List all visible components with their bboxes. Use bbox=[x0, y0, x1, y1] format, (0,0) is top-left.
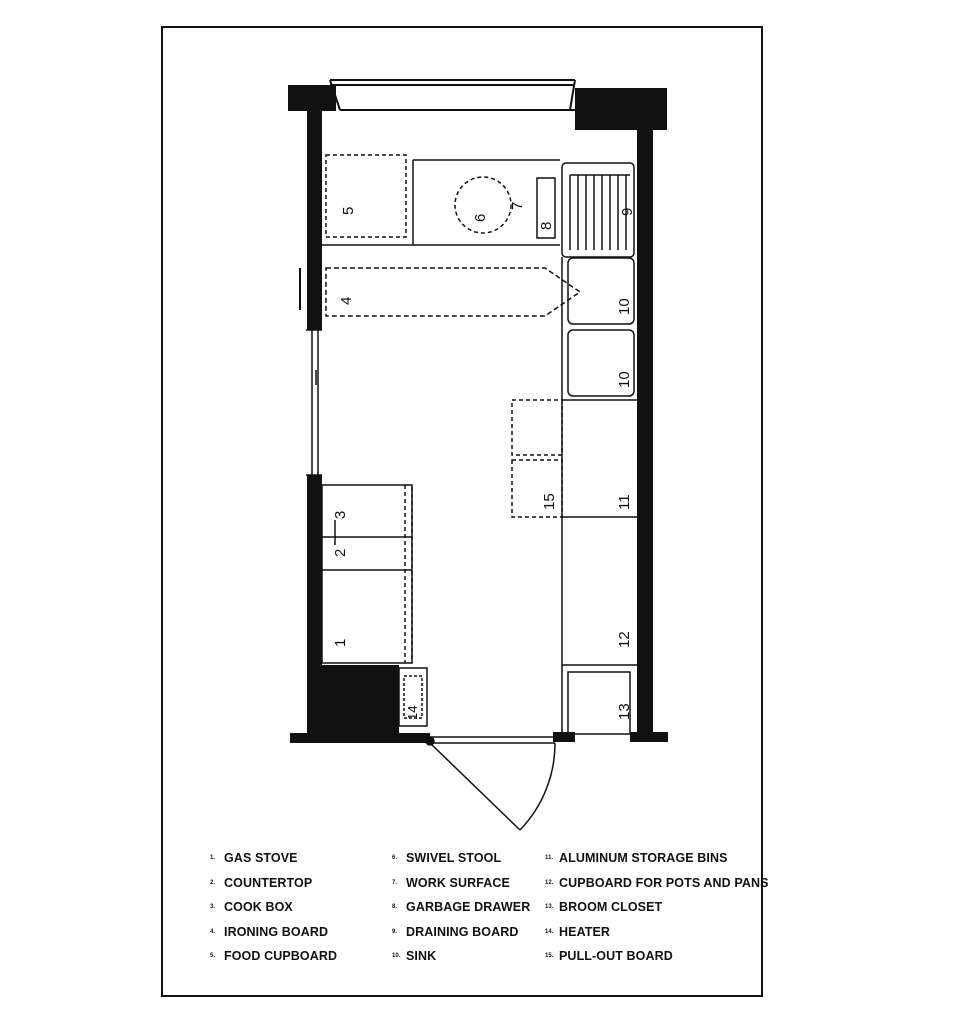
legend-item: 7. WORK SURFACE bbox=[392, 875, 510, 890]
legend-item: 2. COUNTERTOP bbox=[210, 875, 313, 890]
label-work-surface: 7 bbox=[509, 201, 526, 210]
label-broom-closet: 13 bbox=[616, 703, 633, 720]
legend-item: 14. HEATER bbox=[545, 924, 611, 939]
label-gas-stove: 1 bbox=[332, 638, 349, 647]
broom-closet-outline bbox=[568, 672, 630, 734]
fixtures bbox=[322, 155, 637, 735]
ironing-board-outline bbox=[326, 268, 580, 316]
wall-bottom-left-end bbox=[290, 733, 430, 743]
plan-labels bbox=[332, 202, 636, 720]
wall-bottom-right-corner bbox=[630, 732, 668, 742]
legend-item: 4. IRONING BOARD bbox=[210, 924, 329, 939]
label-sink-upper: 10 bbox=[616, 298, 633, 315]
legend-column-3 bbox=[545, 846, 769, 969]
label-pots-cupboard: 12 bbox=[616, 631, 633, 648]
label-heater: 14 bbox=[405, 705, 420, 720]
label-draining-board: 9 bbox=[619, 207, 636, 216]
legend-item: 13. BROOM CLOSET bbox=[545, 900, 663, 914]
label-garbage-drawer: 8 bbox=[538, 221, 555, 230]
label-swivel-stool: 6 bbox=[472, 213, 489, 222]
legend-item: 15. PULL-OUT BOARD bbox=[545, 949, 673, 963]
swivel-stool-outline bbox=[455, 177, 511, 233]
window bbox=[330, 80, 575, 110]
label-cook-box: 3 bbox=[332, 510, 349, 519]
legend-item: 5. FOOD CUPBOARD bbox=[210, 949, 338, 963]
wall-top-left bbox=[288, 85, 336, 111]
label-pull-out-board: 15 bbox=[541, 493, 558, 510]
legend-item: 10. SINK bbox=[392, 949, 437, 963]
legend-item: 9. DRAINING BOARD bbox=[392, 924, 519, 939]
wall-left-upper bbox=[307, 108, 322, 330]
label-storage-bins: 11 bbox=[616, 494, 633, 510]
legend-column-1 bbox=[210, 846, 337, 969]
legend-item: 12. CUPBOARD FOR POTS AND PANS bbox=[545, 875, 769, 890]
pull-out-board-outline bbox=[512, 400, 562, 455]
legend-item: 8. GARBAGE DRAWER bbox=[392, 900, 531, 914]
wall-top-right bbox=[575, 88, 667, 130]
wall-right bbox=[637, 128, 653, 738]
label-ironing-board: 4 bbox=[338, 296, 355, 305]
legend-item: 3. COOK BOX bbox=[210, 900, 293, 914]
legend-column-2 bbox=[392, 846, 530, 969]
legend-item: 11. ALUMINUM STORAGE BINS bbox=[545, 851, 728, 865]
label-food-cupboard: 5 bbox=[340, 206, 357, 215]
label-sink-lower: 10 bbox=[616, 371, 633, 388]
entry-door bbox=[426, 737, 555, 830]
legend-item: 6. SWIVEL STOOL bbox=[392, 851, 502, 865]
legend-item: 1. GAS STOVE bbox=[210, 851, 298, 865]
label-countertop: 2 bbox=[332, 548, 349, 557]
wall-bottom-left-block bbox=[307, 665, 399, 740]
food-cupboard-outline bbox=[326, 155, 406, 237]
